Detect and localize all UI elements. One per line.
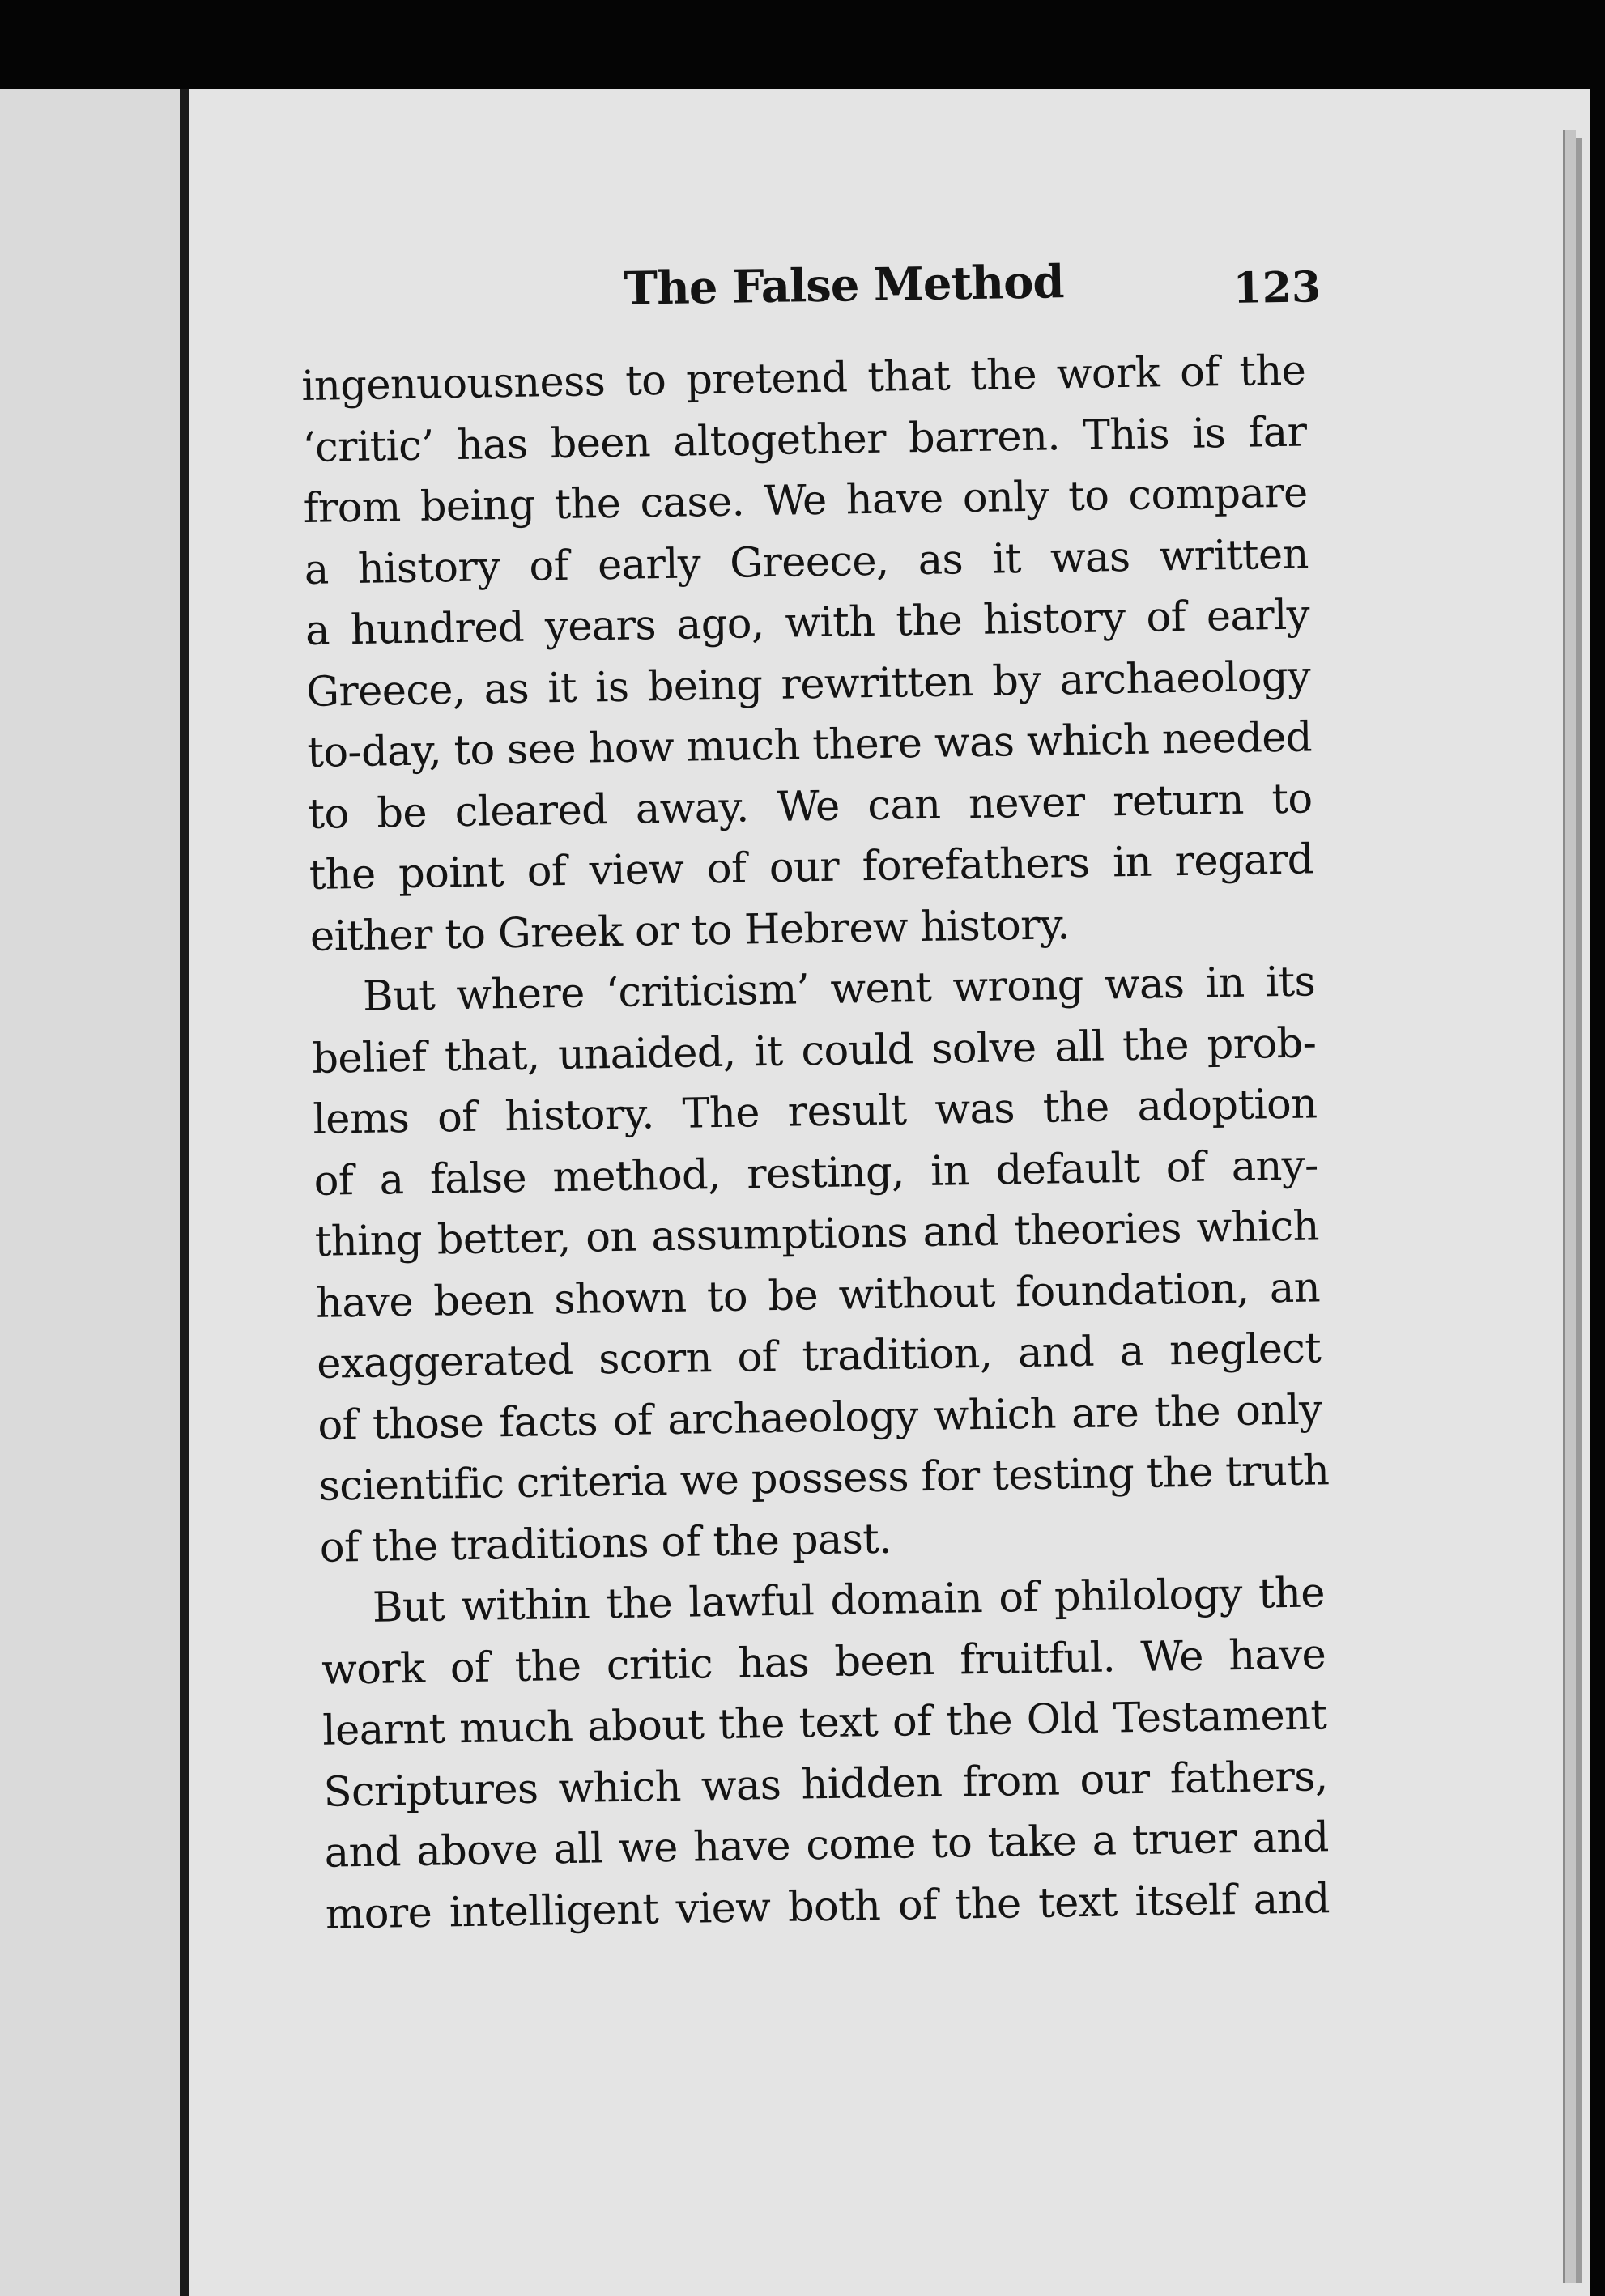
text-line: either to Greek or to Hebrew history. [309, 900, 1071, 961]
text-line: from being the case. We have only to compare [303, 469, 1308, 533]
text-line: lems of history. The result was the adoption [313, 1080, 1318, 1144]
body-text [301, 341, 1330, 1945]
text-line: ‘critic’ has been altogether barren. This is far [302, 407, 1307, 472]
page-header [300, 252, 1322, 356]
text-line: belief that, unaided, it could solve all the prob- [311, 1018, 1317, 1083]
text-line: But where ‘criticism’ went wrong was in its [362, 958, 1316, 1021]
text-line: learnt much about the text of the Old Testament [321, 1691, 1327, 1755]
text-line: of those facts of archaeology which are the only [317, 1385, 1322, 1450]
left-page-margin [0, 89, 180, 2296]
text-line: Scriptures which was hidden from our fathers, [323, 1752, 1328, 1817]
text-line: of a false method, resting, in default of any- [313, 1141, 1319, 1205]
text-line: a hundred years ago, with the history of early [304, 591, 1310, 655]
text-line: exaggerated scorn of tradition, and a neglect [316, 1324, 1322, 1388]
text-line: a history of early Greece, as it was written [304, 529, 1309, 594]
text-line: and above all we have come to take a truer and [324, 1813, 1330, 1877]
text-line: of the traditions of the past. [319, 1515, 892, 1572]
text-line: ingenuousness to pretend that the work of the [300, 347, 1306, 410]
text-line: to be cleared away. We can never return to [308, 774, 1313, 839]
text-line: But within the lawful domain of philology the [372, 1569, 1326, 1632]
text-line: scientific criteria we possess for testing the truth [318, 1447, 1330, 1511]
running-head: The False Method [623, 255, 1065, 316]
page-edge-shadow [1576, 138, 1582, 2283]
page-text-block [300, 252, 1330, 1945]
text-line: more intelligent view both of the text itself and [325, 1874, 1330, 1939]
text-line: thing better, on assumptions and theories which [314, 1202, 1320, 1266]
text-line: Greece, as it is being rewritten by archaeology [305, 652, 1311, 716]
text-line: the point of view of our forefathers in regard [309, 835, 1314, 899]
text-line: work of the critic has been fruitful. We have [321, 1630, 1326, 1694]
paragraph [320, 1563, 1330, 1945]
paragraph [301, 341, 1315, 967]
page-number: 123 [1232, 262, 1322, 313]
text-line: have been shown to be without foundation, an [315, 1263, 1321, 1328]
text-line: to-day, to see how much there was which needed [306, 713, 1313, 777]
book-spine [180, 89, 189, 2296]
page-edge [1563, 130, 1576, 2283]
paragraph [311, 951, 1330, 1578]
